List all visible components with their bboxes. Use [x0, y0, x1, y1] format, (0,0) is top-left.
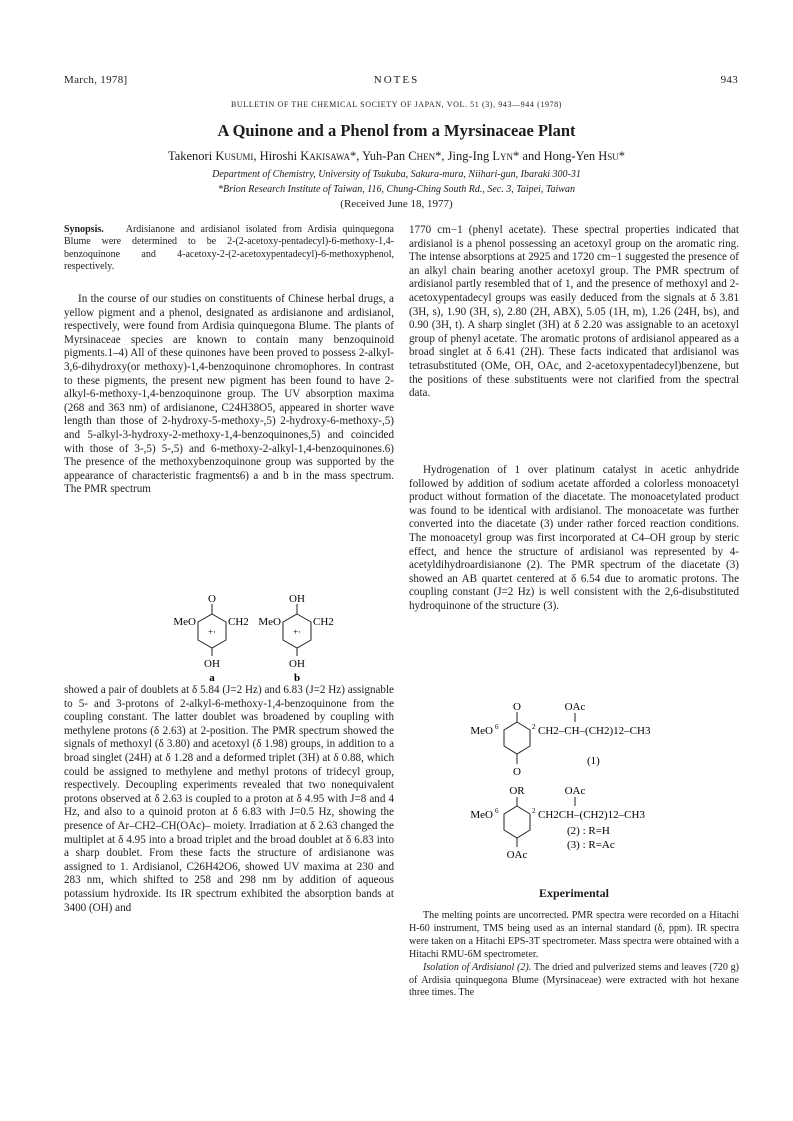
- frag-a-left: MeO: [173, 616, 196, 628]
- left-column-text-2: [64, 684, 394, 915]
- c1-chain: CH2–CH–(CH2)12–CH3: [538, 725, 651, 737]
- experimental-heading: Experimental: [539, 886, 609, 900]
- c1-left: MeO: [470, 725, 493, 737]
- c23-chain: CH2CH–(CH2)12–CH3: [538, 809, 645, 821]
- c1-pos6: 6: [495, 723, 499, 731]
- right-column-text-1: [409, 224, 739, 401]
- c23-label-3: (3) : R=Ac: [567, 839, 615, 851]
- running-header-date: March, 1978]: [64, 74, 128, 86]
- c23-left: MeO: [470, 809, 493, 821]
- running-header-section: NOTES: [373, 74, 420, 86]
- c1-label: (1): [587, 755, 600, 767]
- compound-1-structure: [470, 701, 651, 778]
- experimental-paragraph-1: The melting points are uncorrected. PMR spectra were recorded on a Hitachi H-60 instrument, TMS being used as an internal standard (δ, ppm). IR spectra were taken on a Hitachi EPS-3T spectrometer. Mass spectra were obtained with a Hitachi RMU-6M spectrometer.: [409, 910, 739, 960]
- journal-citation: BULLETIN OF THE CHEMICAL SOCIETY OF JAPAN, VOL. 51 (3), 943—944 (1978): [230, 100, 563, 109]
- left-column-text-1: [64, 293, 394, 497]
- c23-pos6: 6: [495, 807, 499, 815]
- paragraph-ardisianone: showed a pair of doublets at δ 5.84 (J=2 Hz) and 6.83 (J=2 Hz) assignable to 5- and 3-protons of 2-alkyl-6-methoxy-1,4-benzoquinone from the coupling constant. The latter doublet was broadened by coupling with methylene protons (δ 2.63) at 2-position. The PMR spectrum showed the signals of methoxyl (δ 3.80) and acetoxyl (δ 1.98) groups, in addition to a broad singlet (24H) at δ 1.28 and a deformed triplet (3H) at δ 0.88, which could be assigned to methylene and methyl protons of tridecyl group, respectively. Decoupling experiments revealed that two nonequivalent protons observed at δ 2.63 is coupled to a proton at δ 4.95 with J=8 and 4 Hz, and also to a quinoid proton at δ 6.83 with J=0.5 Hz, showing the presence of Ar–CH2–CH(OAc)– moiety. Irradiation at δ 2.63 changed the multiplet at δ 4.95 into a broad triplet and the broad doublet at δ 6.83 into a sharp doublet. From these facts the structure of ardisianone was assigned to 1. Ardisianol, C26H42O6, showed UV maxima at 230 and 283 nm, which shifted to 258 and 298 nm by addition of aqueous potassium hydroxide. Its IR spectrum exhibited the absorption bands at 3400 (OH) and: [64, 684, 394, 914]
- frag-b-right: CH2: [313, 616, 334, 628]
- author-list: Takenori Kusumi, Hiroshi Kakisawa*, Yuh-Pan Chen*, Jing-Ing Lyn* and Hong-Yen Hsu*: [167, 149, 626, 163]
- isolation-label: Isolation of Ardisianol (2).: [423, 961, 532, 973]
- frag-a-label: a: [209, 672, 215, 682]
- right-column-text-2: [409, 464, 739, 614]
- c1-oac: OAc: [564, 701, 586, 713]
- c23-bottom: OAc: [506, 849, 528, 861]
- author-3: Yuh-Pan Chen*: [362, 149, 442, 163]
- compound-2-3-structure: [470, 785, 645, 861]
- experimental-section: [409, 910, 739, 1000]
- c1-top: O: [513, 701, 521, 713]
- fragment-a: [173, 593, 248, 682]
- author-4: Jing-Ing Lyn*: [447, 149, 520, 163]
- author-1: Takenori Kusumi: [167, 149, 254, 163]
- affiliation-tsukuba: Department of Chemistry, University of Tsukuba, Sakura-mura, Niihari-gun, Ibaraki 300-31: [212, 169, 581, 180]
- c1-pos2: 2: [532, 723, 536, 731]
- isolation-text: The dried and pulverized stems and leaves (720 g) of Ardisia quinquegona Blume (Myrsinaceae) were extracted with hot hexane three times. The: [409, 961, 739, 999]
- frag-a-right: CH2: [228, 616, 249, 628]
- paragraph-hydrogenation: Hydrogenation of 1 over platinum catalyst in acetic anhydride followed by addition of sodium acetate afforded a colorless monoacetyl product without formation of the diacetate. The monoacetylated product was found to be identical with ardisianol. The monoacetate was further converted into the diacetate (3) under rather forced reaction conditions. The monoacetyl group was first incorporated at C4–OH group by steric effect, and hence the structure of ardisianol was represented by 4-acetyldihydroardisianone (2). The PMR spectrum of the diacetate (3) showed an AB quartet centered at δ 6.54 due to aromatic protons. The coupling constant (J=2 Hz) is well consistent with the 2,6-disubstituted hydroquinone of the structure (3).: [409, 464, 739, 612]
- experimental-paragraph-2: [409, 962, 739, 1001]
- affiliation-brion: *Brion Research Institute of Taiwan, 116, Chung-Ching South Rd., Sec. 3, Taipei, Taiwan: [218, 184, 575, 195]
- c23-top: OR: [509, 785, 525, 797]
- author-2: Hiroshi Kakisawa*: [259, 149, 357, 163]
- structures-figure: [409, 700, 739, 872]
- frag-a-top: O: [208, 593, 216, 605]
- frag-b-charge: +·: [292, 627, 302, 637]
- c1-bottom: O: [513, 766, 521, 778]
- frag-b-left: MeO: [258, 616, 281, 628]
- author-5: Hong-Yen Hsu*: [543, 149, 626, 163]
- article-title: A Quinone and a Phenol from a Myrsinaceae Plant: [217, 121, 576, 140]
- paragraph-ardisianol: 1770 cm−1 (phenyl acetate). These spectral properties indicated that ardisianol is a phenol possessing an acetoxyl group on the aromatic ring. The intense absorptions at 2925 and 1720 cm−1 suggested the presence of an alkyl chain bearing another acetoxyl group. The PMR spectrum of ardisianol partly resembled that of 1, and the presence of methoxyl and 2-acetoxypentadecyl groups was easily deduced from the signals at δ 3.81 (3H, s), 1.90 (3H, s), 2.80 (2H, ABX), 5.05 (1H, m), 1.26 (24H, bs), and 0.90 (3H, t). A sharp singlet (3H) at δ 2.20 was assignable to an acetoxyl group of phenyl acetate. The aromatic protons of ardisianol appeared as a broad singlet at δ 6.41 (2H). These facts indicated that ardisianol was tetrasubstituted (OMe, OH, OAc, and 2-acetoxypentadecyl)benzene, but the positions of these substituents were not clarified from the spectral data.: [409, 224, 739, 400]
- frag-b-label: b: [293, 672, 301, 682]
- frag-a-charge: +·: [207, 627, 217, 637]
- frag-b-bottom: OH: [289, 658, 305, 670]
- frag-b-top: OH: [289, 593, 305, 605]
- synopsis-text: Ardisianone and ardisianol isolated from Ardisia quinquegona Blume were determined to be 2-(2-acetoxy-pentadecyl)-6-methoxy-1,4-benzoquinone and 4-acetoxy-2-(2-acetoxypentadecyl)-6-methoxyphenol, respectively.: [64, 224, 394, 273]
- frag-a-bottom: OH: [204, 658, 220, 670]
- c23-oac: OAc: [564, 785, 586, 797]
- paragraph-intro: In the course of our studies on constituents of Chinese herbal drugs, a yellow pigment and a phenol, designated as ardisianone and ardisianol, respectively, were found from Ardisia quinquegona Blume. The plants of Myrsinaceae species are known to contain many benzoquinoid pigments.1–4) All of these quinones have been proved to possess 2-alkyl-3,6-dihydroxy(or methoxy)-1,4-benzoquinone chromophores. In contrast to these pigments, the present new pigment has been found to have 2-alkyl-6-methoxy-1,4-benzoquinone group. The UV absorption maxima (268 and 363 nm) of ardisianone, C24H38O5, appeared in shorter wave length than those of 2-hydroxy-5-methoxy-,5) 2-hydroxy-6-methoxy-,5) and 5-alkyl-3-hydroxy-2-methoxy-1,4-benzoquinones,5) and coincided with those of 3-,5) 5-,5) and 6-methoxy-2-alkyl-1,4-benzoquinones.6) The presence of the methoxybenzoquinone group was supported by the appearance of characteristic fragments6) a and b in the mass spectrum. The PMR spectrum: [64, 293, 394, 496]
- mass-fragments-figure: [64, 592, 394, 682]
- page-number: 943: [720, 74, 738, 86]
- synopsis: [64, 224, 394, 274]
- received-date: (Received June 18, 1977): [340, 198, 453, 210]
- c23-label-2: (2) : R=H: [567, 825, 610, 837]
- c23-pos2: 2: [532, 807, 536, 815]
- fragment-b: [258, 593, 333, 682]
- synopsis-label: Synopsis.: [64, 224, 104, 235]
